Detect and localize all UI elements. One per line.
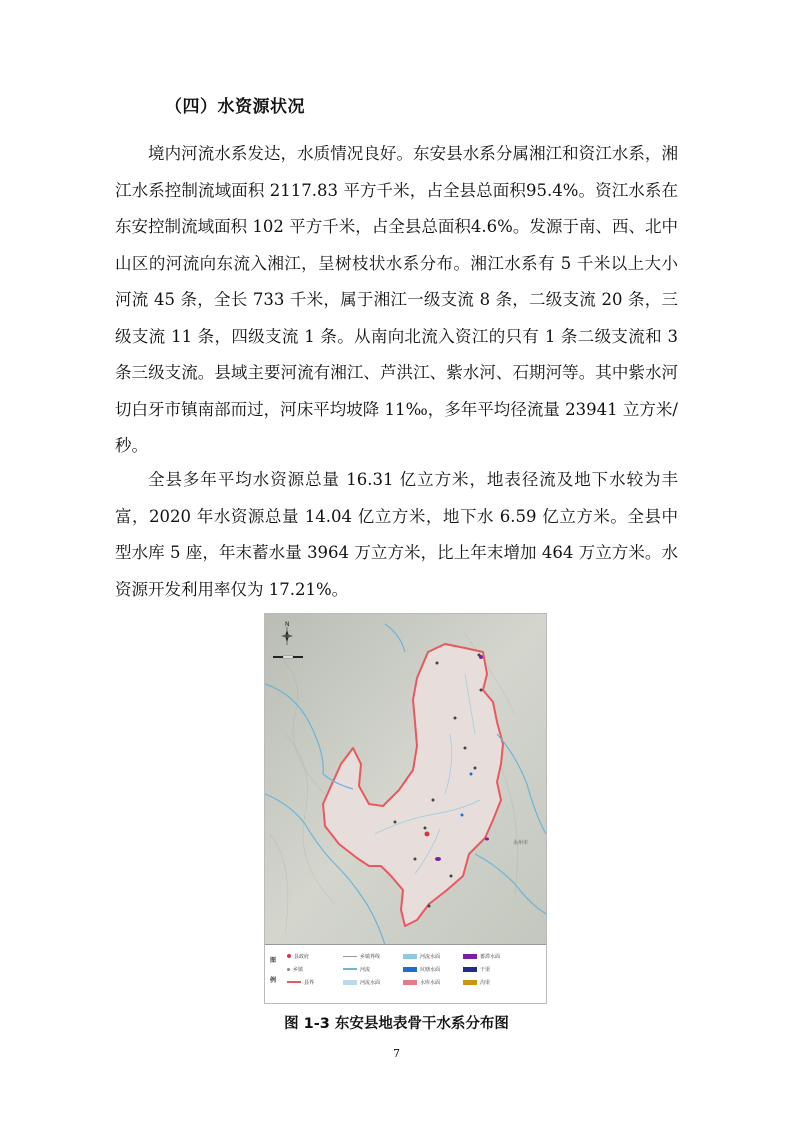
legend-label: 县界 [304,979,315,986]
legend-item-county-seat [287,951,309,961]
legend-title: 图例 [270,957,277,984]
map-legend [265,944,546,1003]
river-swatch [343,968,357,970]
ditch-swatch [463,980,477,985]
legend-label: 河流水面 [420,953,441,960]
page-number: 7 [393,1047,400,1060]
north-label: N [285,621,290,628]
section-heading: （四）水资源状况 [165,97,305,117]
legend-item-town-border [343,951,380,961]
county-border-swatch [287,981,301,983]
legend-item-town [287,964,303,974]
legend-label: 干渠 [480,966,491,973]
legend-label: 县政府 [294,953,310,960]
legend-label: 水库水面 [420,979,441,986]
county-seat-icon [287,954,291,958]
main-canal-swatch [463,967,477,972]
legend-item-river-surface-2 [403,951,440,961]
detention-swatch [463,954,477,959]
legend-label: 沟渠 [480,979,491,986]
river-surface-swatch [343,980,357,985]
county-seat-marker [425,832,430,837]
legend-item-river [343,964,370,974]
legend-label: 河流水面 [360,979,381,986]
town-border-swatch [343,956,357,957]
river-surface-swatch [403,954,417,959]
legend-label: 坑塘水面 [420,966,441,973]
map-canvas [265,614,546,945]
legend-item-reservoir [403,977,440,987]
legend-item-main-canal [463,964,490,974]
legend-label: 乡镇界线 [360,953,381,960]
legend-item-county-border [287,977,314,987]
scale-bar [273,656,303,658]
paragraph-water-system: 境内河流水系发达，水质情况良好。东安县水系分属湘江和资江水系，湘江水系控制流域面积 2117.83 平方千米，占全县总面积95.4%。资江水系在东安控制流域面积 102 平方千米，占全县总面积4.6%。发源于南、西、北中山区的河流向东流入湘江，呈树枝状水系分布。湘江水系有 5 千米以上大小河流 45 条，全长 733 千米，属于湘江一级支流 8 条，二级支流 20 条，三级支流 11 条，四级支流 1 条。从南向北流入资江的只有 1 条二级支流和 3 条三级支流。县域主要河流有湘江、芦洪江、紫水河、石期河等。其中紫水河切白牙市镇南部而过，河床平均坡降 11‰，多年平均径流量 23941 立方米/秒。 [115,144,678,455]
legend-label: 蓄滞水面 [480,953,501,960]
reservoir-swatch [403,980,417,985]
town-icon [287,968,290,971]
legend-item-river-surface [343,977,380,987]
legend-item-pond [403,964,440,974]
outer-label-yongzhou: 永州市 [513,840,529,846]
pond-swatch [403,967,417,972]
paragraph-water-resources: 全县多年平均水资源总量 16.31 亿立方米，地表径流及地下水较为丰富，2020 年水资源总量 14.04 亿立方米，地下水 6.59 亿立方米。全县中型水库 5 座，年末蓄水量 3964 万立方米，比上年末增加 464 万立方米。水资源开发利用率仅为 17.21%。 [115,470,678,599]
figure-caption: 图 1-3 东安县地表骨干水系分布图 [284,1016,509,1032]
water-system-map [264,613,547,1004]
legend-item-ditch [463,977,490,987]
legend-label: 河流 [360,966,371,973]
legend-item-detention [463,951,500,961]
legend-label: 乡镇 [293,966,304,973]
